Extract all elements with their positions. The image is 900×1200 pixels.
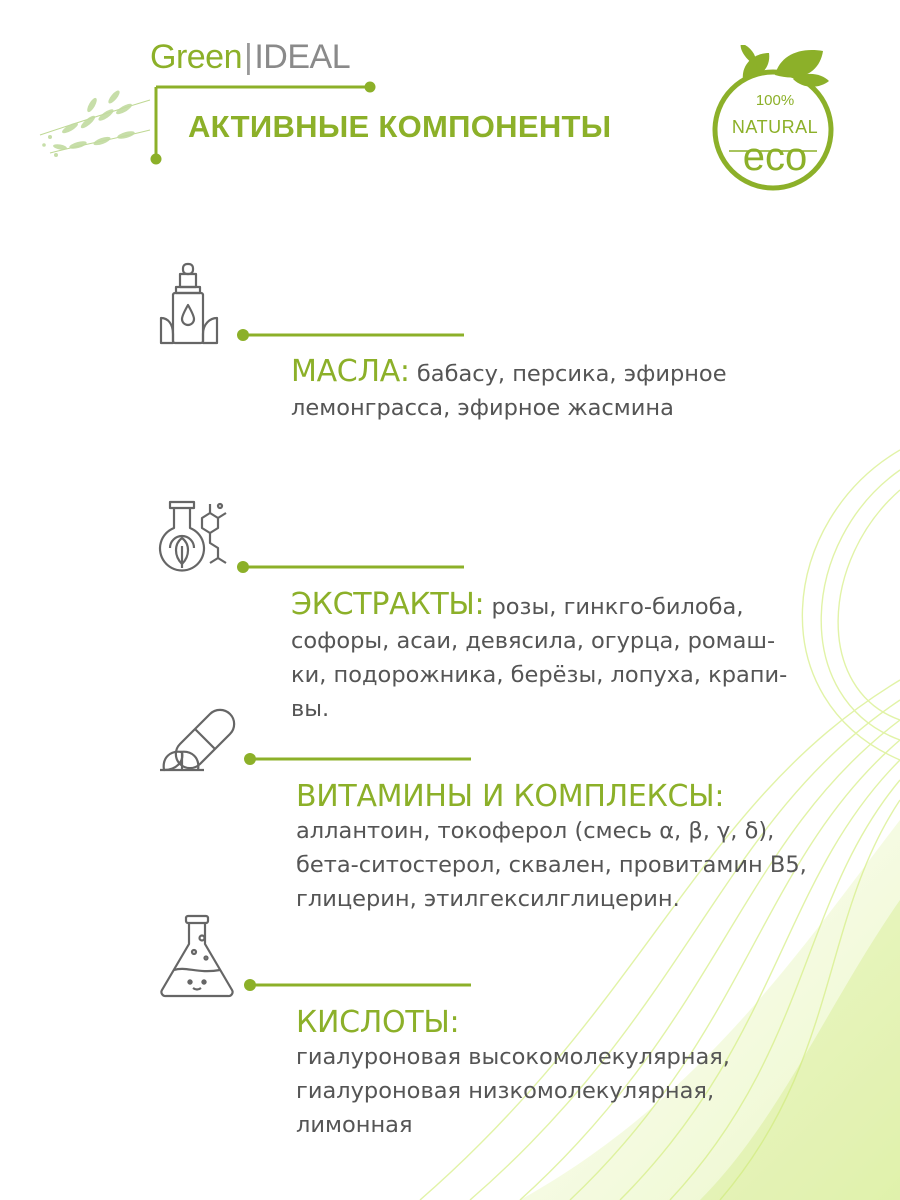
section-extracts [291,588,787,726]
section-1-divider [236,328,468,342]
brand-logo: Green|IDEAL [150,38,351,76]
section-line: гиалуроновая низкомолекулярная, [296,1078,715,1104]
badge-natural: NATURAL [731,117,819,137]
section-heading: ЭКСТРАКТЫ: [291,587,485,622]
section-line: ки, подорожника, берёзы, лопуха, крапи- [291,662,788,688]
section-line: аллантоин, токоферол (смесь α, β, γ, δ), [296,818,775,844]
section-line: лимонная [296,1112,413,1138]
section-line: розы, гинкго-билоба, [484,594,744,620]
section-3-divider [243,752,475,766]
section-vitamins [296,780,807,916]
section-2-divider [236,560,468,574]
badge-eco: eco [742,135,808,179]
brand-name-green: Green [150,38,242,76]
flask-molecule-icon [158,498,240,578]
section-acids [296,1006,730,1142]
section-line: лемонграсса, эфирное жасмина [291,395,674,421]
section-heading: КИСЛОТЫ: [296,1005,460,1040]
section-oils [291,355,727,425]
brand-name-grey: IDEAL [254,38,351,76]
section-heading: ВИТАМИНЫ И КОМПЛЕКСЫ: [296,779,725,814]
section-line: глицерин, этилгексилглицерин. [296,886,680,912]
section-heading: МАСЛА: [291,354,410,389]
chemistry-flask-icon [158,912,238,1000]
section-line: гиалуроновая высокомолекулярная, [296,1044,730,1070]
section-line: вы. [291,696,330,722]
dropper-bottle-icon [158,262,220,347]
section-4-divider [243,978,475,992]
capsule-leaf-icon [158,704,244,774]
badge-percent: 100% [755,92,795,109]
section-line: бабасу, персика, эфирное [409,361,727,387]
section-line: бета-ситостерол, сквален, провитамин B5, [296,852,807,878]
page-title: АКТИВНЫЕ КОМПОНЕНТЫ [188,109,612,144]
section-line: софоры, асаи, девясила, огурца, ромаш- [291,628,776,654]
